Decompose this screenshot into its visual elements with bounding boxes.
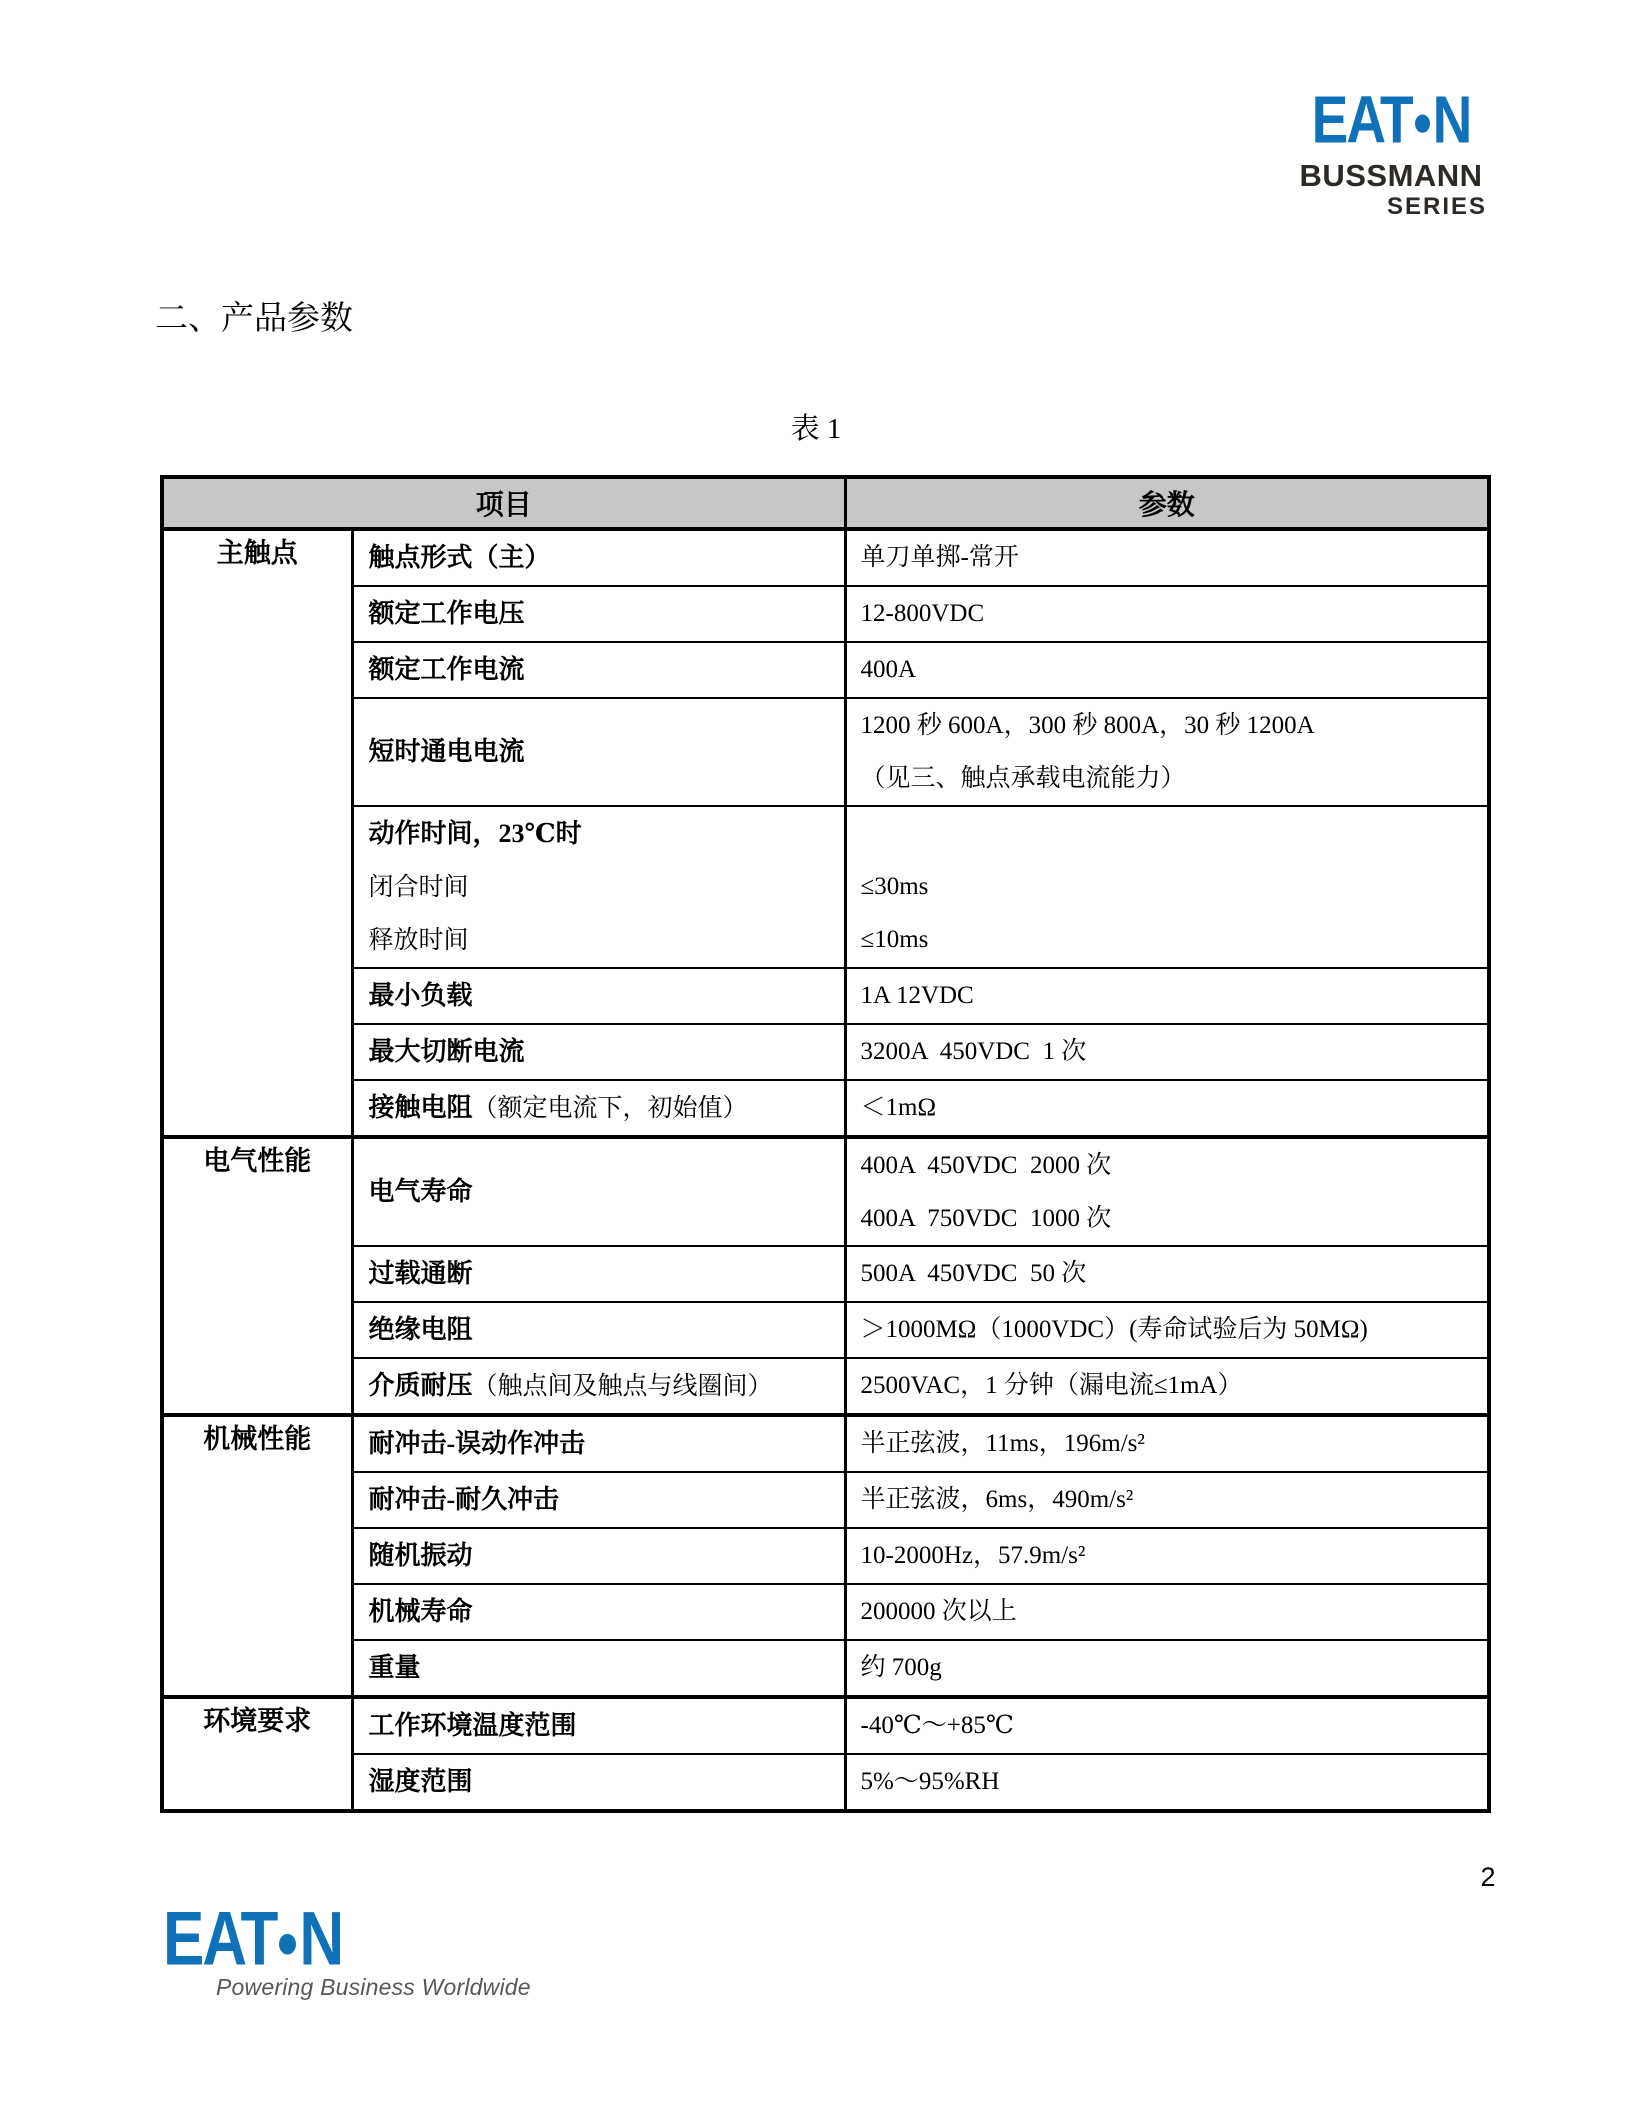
- value-line: 半正弦波，11ms，196m/s²: [860, 1430, 1145, 1457]
- value-line: 半正弦波，6ms，490m/s²: [860, 1486, 1134, 1513]
- eaton-logo-dot-icon: [279, 1933, 296, 1954]
- value-line: 12-800VDC: [860, 600, 985, 627]
- value-cell: [845, 1358, 1489, 1415]
- table-row: [162, 1584, 1489, 1640]
- table-row: [162, 806, 1489, 968]
- value-line: 3200A 450VDC 1 次: [860, 1038, 1087, 1065]
- table-row: [162, 1472, 1489, 1528]
- eaton-logo: [1293, 81, 1489, 158]
- value-cell: [845, 806, 1489, 968]
- eaton-logo-dot-icon: [1415, 114, 1430, 132]
- table-row: [162, 1024, 1489, 1080]
- eaton-tagline: Powering Business Worldwide: [216, 1974, 531, 2000]
- item-cell: [352, 806, 845, 968]
- table-row: [162, 1415, 1489, 1472]
- value-cell: [845, 968, 1489, 1024]
- item-label: 重量: [368, 1653, 421, 1682]
- item-cell: [352, 1415, 845, 1472]
- table-row: [162, 1697, 1489, 1754]
- table-row: [162, 1246, 1489, 1302]
- item-cell: [352, 586, 845, 642]
- value-line: 400A: [860, 656, 917, 683]
- value-cell: [845, 1528, 1489, 1584]
- item-subline: 释放时间: [368, 927, 469, 954]
- item-label: 工作环境温度范围: [368, 1711, 577, 1740]
- item-label: 耐冲击-耐久冲击: [368, 1485, 560, 1514]
- item-cell: [352, 968, 845, 1024]
- item-cell: [352, 1302, 845, 1358]
- value-cell: [845, 1080, 1489, 1137]
- spec-table-body: [162, 529, 1489, 1811]
- eaton-footer-brand-block: [163, 1896, 531, 2001]
- bussmann-wordmark: BUSSMANN: [1299, 158, 1483, 193]
- item-cell: [352, 1137, 845, 1246]
- table-row: [162, 642, 1489, 698]
- item-label: 最小负载: [368, 981, 473, 1010]
- page-number: 2: [1480, 1862, 1496, 1892]
- item-label: 短时通电电流: [368, 737, 525, 766]
- value-line: 10-2000Hz，57.9m/s²: [860, 1542, 1086, 1569]
- value-line: 2500VAC，1 分钟（漏电流≤1mA）: [860, 1372, 1243, 1399]
- table-row: [162, 1358, 1489, 1415]
- value-cell: [845, 1415, 1489, 1472]
- value-cell: [845, 642, 1489, 698]
- item-cell: [352, 1080, 845, 1137]
- value-cell: [845, 1137, 1489, 1246]
- group-label: 主触点: [162, 529, 352, 1137]
- value-line: 500A 450VDC 50 次: [860, 1260, 1087, 1287]
- item-cell: [352, 1754, 845, 1811]
- item-label: 介质耐压: [368, 1371, 473, 1400]
- table-row: [162, 1137, 1489, 1246]
- value-cell: [845, 1472, 1489, 1528]
- group-label: 机械性能: [162, 1415, 352, 1697]
- table-row: [162, 1528, 1489, 1584]
- table-row: [162, 1640, 1489, 1697]
- table-header-row: [162, 477, 1489, 529]
- item-label: 接触电阻: [368, 1093, 473, 1122]
- eaton-logo-text-left: EAT: [163, 1896, 277, 1981]
- item-label: 电气寿命: [368, 1177, 473, 1206]
- col-header-item: 项目: [162, 477, 845, 529]
- value-line: 单刀单掷-常开: [860, 544, 1019, 571]
- item-cell: [352, 1528, 845, 1584]
- item-cell: [352, 1472, 845, 1528]
- item-label: 过载通断: [368, 1259, 473, 1288]
- table-row: [162, 1080, 1489, 1137]
- item-subline: 闭合时间: [368, 874, 469, 901]
- item-label: 机械寿命: [368, 1597, 473, 1626]
- value-line: [861, 807, 1482, 860]
- eaton-logo: [163, 1896, 531, 1981]
- eaton-logo-text-right: N: [1432, 81, 1471, 158]
- item-cell: [352, 698, 845, 806]
- value-cell: [845, 1246, 1489, 1302]
- value-line: 约 700g: [860, 1654, 942, 1681]
- item-label: 额定工作电压: [368, 599, 525, 628]
- value-cell: [845, 1024, 1489, 1080]
- table-row: [162, 1302, 1489, 1358]
- col-header-param: 参数: [845, 477, 1489, 529]
- value-line: ≤10ms: [860, 926, 929, 953]
- item-cell: [352, 642, 845, 698]
- value-cell: [845, 698, 1489, 806]
- item-label: 最大切断电流: [368, 1037, 525, 1066]
- value-cell: [845, 529, 1489, 586]
- item-cell: [352, 529, 845, 586]
- item-label: 额定工作电流: [368, 655, 525, 684]
- item-label: 耐冲击-误动作冲击: [368, 1429, 586, 1458]
- value-line: ＜1mΩ: [860, 1094, 937, 1121]
- item-cell: [352, 1358, 845, 1415]
- eaton-logo-text-right: N: [299, 1896, 343, 1981]
- item-cell: [352, 1697, 845, 1754]
- table-row: [162, 529, 1489, 586]
- item-cell: [352, 1640, 845, 1697]
- value-line: 400A 750VDC 1000 次: [860, 1205, 1112, 1232]
- value-line: -40℃～+85℃: [860, 1712, 1014, 1739]
- item-label: 触点形式（主）: [368, 543, 551, 572]
- item-label: 随机振动: [368, 1541, 473, 1570]
- series-wordmark: SERIES: [1386, 193, 1487, 220]
- group-label: 电气性能: [162, 1137, 352, 1415]
- table-row: [162, 1754, 1489, 1811]
- item-cell: [352, 1246, 845, 1302]
- value-line: 1200 秒 600A，300 秒 800A，30 秒 1200A: [860, 712, 1315, 739]
- value-cell: [845, 1754, 1489, 1811]
- item-note: （额定电流下，初始值）: [472, 1095, 748, 1122]
- value-line: 400A 450VDC 2000 次: [860, 1152, 1112, 1179]
- value-cell: [845, 1302, 1489, 1358]
- section-heading: 二、产品参数: [155, 301, 353, 337]
- value-line: ＞1000MΩ（1000VDC）(寿命试验后为 50MΩ): [860, 1316, 1368, 1343]
- spec-table: [160, 475, 1491, 1813]
- eaton-logo-text-left: EAT: [1311, 81, 1412, 158]
- table-row: [162, 698, 1489, 806]
- item-cell: [352, 1024, 845, 1080]
- value-line: 5%～95%RH: [860, 1768, 1000, 1795]
- value-line: ≤30ms: [860, 873, 929, 900]
- value-line: 1A 12VDC: [860, 982, 974, 1009]
- value-cell: [845, 586, 1489, 642]
- item-label: 动作时间，23℃时: [368, 819, 582, 848]
- item-note: （触点间及触点与线圈间）: [472, 1373, 773, 1400]
- value-cell: [845, 1584, 1489, 1640]
- value-line: 200000 次以上: [860, 1598, 1017, 1625]
- table-row: [162, 968, 1489, 1024]
- table-row: [162, 586, 1489, 642]
- value-cell: [845, 1640, 1489, 1697]
- value-line: （见三、触点承载电流能力）: [860, 765, 1186, 792]
- table-caption: 表 1: [790, 413, 842, 445]
- item-cell: [352, 1584, 845, 1640]
- value-cell: [845, 1697, 1489, 1754]
- item-label: 湿度范围: [368, 1767, 473, 1796]
- group-label: 环境要求: [162, 1697, 352, 1811]
- bussmann-brand-block: [1293, 81, 1489, 221]
- item-label: 绝缘电阻: [368, 1315, 473, 1344]
